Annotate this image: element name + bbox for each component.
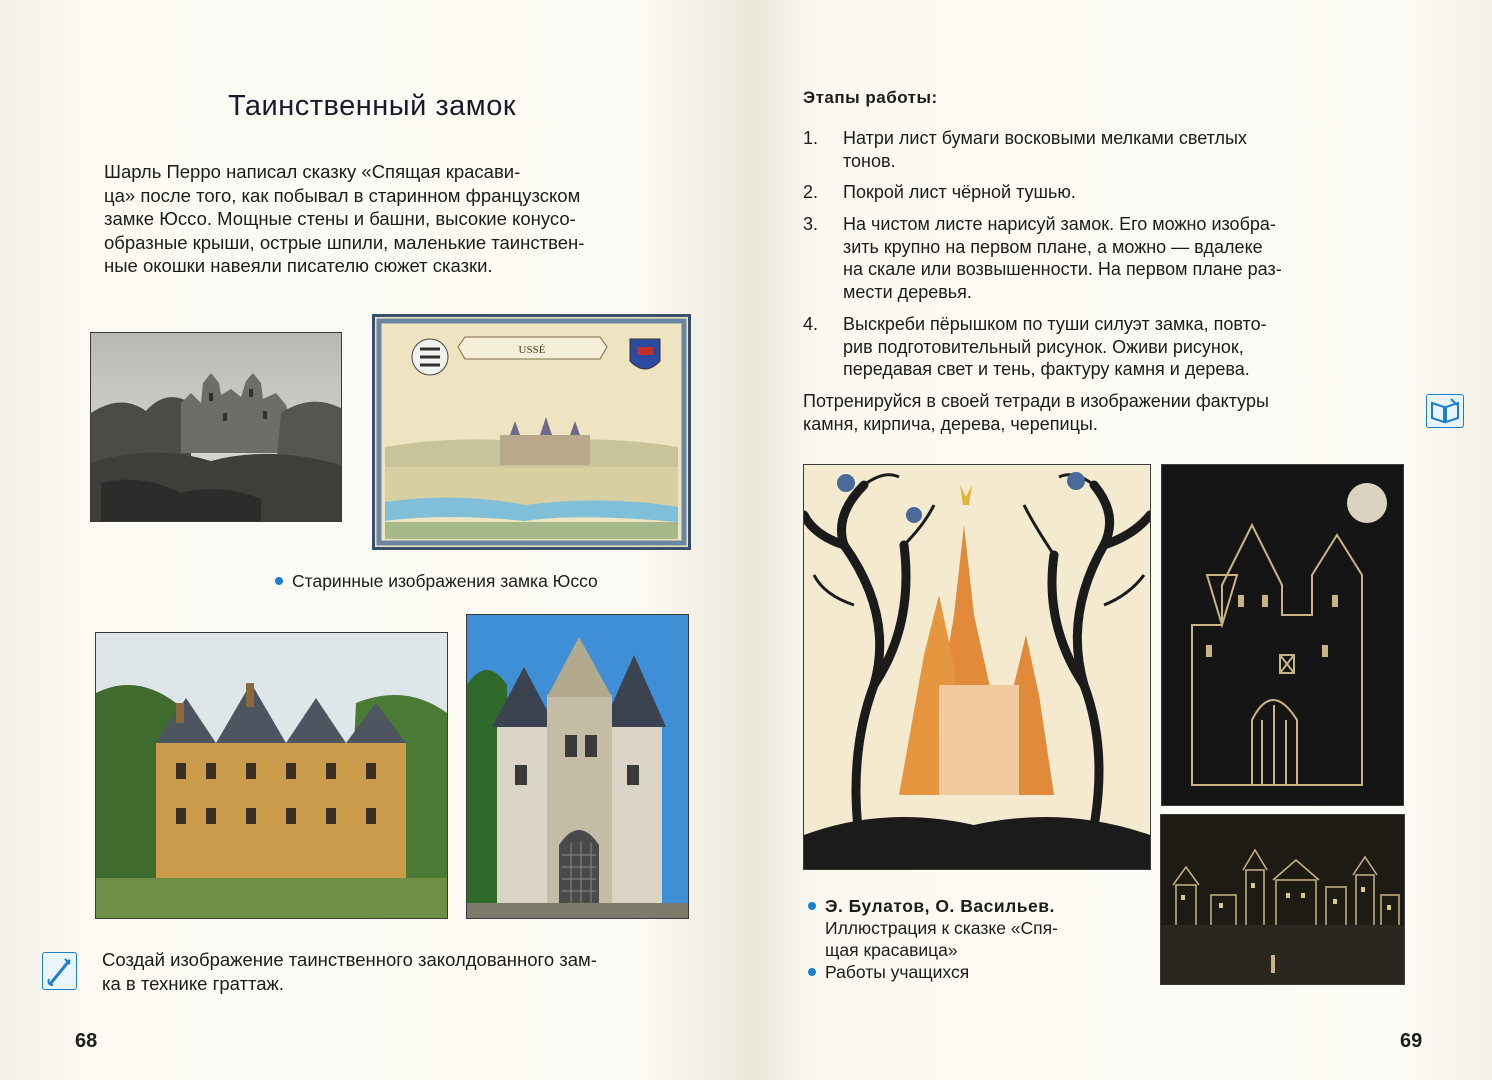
bullet-icon (808, 968, 816, 976)
step-line: тонов. (843, 150, 896, 171)
bullet-icon (808, 902, 816, 910)
step-number: 4. (803, 314, 819, 334)
step-text (843, 127, 1403, 172)
caption-authors: Э. Булатов, О. Васильев. (825, 896, 1055, 916)
task-line: Создай изображение таинственного заколдованного зам- (102, 949, 597, 970)
practice-paragraph (803, 390, 1403, 435)
castle-photo-image (95, 632, 448, 919)
task-line: ка в технике граттаж. (102, 972, 285, 994)
step-text (843, 313, 1403, 381)
step-line: мести деревья. (843, 281, 972, 302)
step-item (803, 213, 1403, 305)
page-title: Таинственный замок (228, 90, 517, 122)
steps-heading: Этапы работы: (803, 88, 938, 107)
step-line: передавая свет и тень, фактуру камня и дерева. (843, 359, 1250, 379)
caption-old-images (275, 570, 598, 592)
fairytale-illustration-image (803, 464, 1151, 870)
step-number: 2. (803, 182, 819, 202)
brush-pencil-icon (42, 952, 77, 990)
step-line: На чистом листе нарисуй замок. Его можно изобра- (843, 214, 1276, 234)
step-text (843, 213, 1403, 303)
caption-students: Работы учащихся (825, 962, 970, 982)
caption-students-line (808, 961, 1058, 983)
intro-line: замке Юссо. Мощные стены и башни, высокие конусо- (104, 208, 576, 229)
castle-engraving-image (90, 332, 342, 522)
gatehouse-photo-image (466, 614, 689, 919)
bullet-icon (275, 577, 283, 585)
castle-old-map-image (372, 314, 691, 550)
step-number: 3. (803, 214, 819, 234)
step-line: Покрой лист чёрной тушью. (843, 182, 1076, 202)
caption-illustration-line: щая красавица» (825, 940, 958, 960)
intro-line: Шарль Перро написал сказку «Спящая красави- (104, 161, 521, 182)
caption-illustration (808, 895, 1058, 983)
step-line: рив подготовительный рисунок. Оживи рисунок, (843, 336, 1244, 357)
page-number-left: 68 (75, 1030, 98, 1052)
step-line: зить крупно на первом плане, а можно — вдалеке (843, 236, 1263, 257)
step-number: 1. (803, 128, 819, 148)
step-line: на скале или возвышенности. На первом плане раз- (843, 259, 1282, 279)
practice-line: камня, кирпича, дерева, черепицы. (803, 413, 1098, 434)
engraving-banner-text: USSÉ (518, 344, 546, 356)
intro-paragraph (104, 160, 690, 278)
intro-line: ные окошки навеяли писателю сюжет сказки. (104, 255, 493, 276)
caption-authors-line (808, 895, 1058, 917)
intro-line: ца» после того, как побывал в старинном французском (104, 184, 581, 206)
step-line: Натри лист бумаги восковыми мелками светлых (843, 128, 1247, 148)
step-item (803, 181, 1403, 205)
intro-line: образные крыши, острые шпили, маленькие таинствен- (104, 231, 585, 253)
practice-line: Потренируйся в своей тетради в изображении фактуры (803, 391, 1269, 411)
page-number-right: 69 (1400, 1030, 1423, 1052)
open-book-icon (1426, 394, 1464, 428)
caption-old-images-text: Старинные изображения замка Юссо (292, 571, 598, 591)
step-line: Выскреби пёрышком по туши силуэт замка, повто- (843, 314, 1267, 334)
step-item (803, 313, 1403, 383)
step-item (803, 127, 1403, 173)
student-work-castle-moon-image (1161, 464, 1404, 806)
student-work-town-image (1160, 814, 1405, 985)
caption-illustration-line: Иллюстрация к сказке «Спя- (825, 918, 1058, 938)
task-paragraph (102, 948, 688, 995)
step-text (843, 181, 1403, 204)
